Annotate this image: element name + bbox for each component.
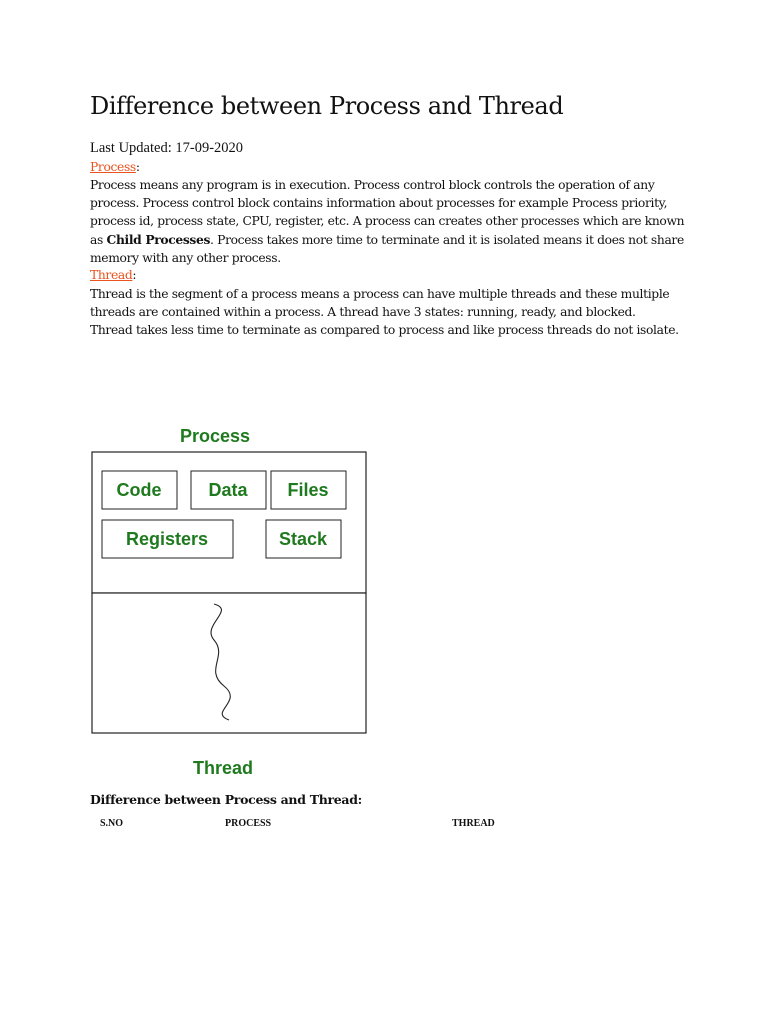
thread-heading-colon: : xyxy=(132,268,137,282)
process-text-part1: Process means any program is in execution. Process control block controls the operation of any process. Process control block contains information about processes for example Process priority, process id, process state, CPU, register, etc. A process can creates other processes which are known as xyxy=(90,178,685,247)
last-updated: Last Updated: 17-09-2020 xyxy=(90,140,244,156)
column-header-thread: THREAD xyxy=(452,818,495,829)
diagram-process-label: Process xyxy=(179,426,251,446)
process-heading-line xyxy=(90,158,690,176)
stack-label: Stack xyxy=(278,529,328,549)
diagram-svg xyxy=(86,420,376,780)
data-label: Data xyxy=(208,480,248,500)
comparison-title: Difference between Process and Thread: xyxy=(90,792,362,807)
thread-paragraphs xyxy=(90,285,690,340)
thread-heading-line xyxy=(90,266,690,284)
thread-area-box xyxy=(92,593,366,733)
code-label: Code xyxy=(116,480,162,500)
process-paragraph xyxy=(90,176,690,267)
page-title: Difference between Process and Thread xyxy=(90,92,564,120)
diagram-thread-label: Thread xyxy=(192,758,254,778)
registers-label: Registers xyxy=(125,529,209,549)
column-header-process: PROCESS xyxy=(225,818,272,829)
thread-heading-link[interactable]: Thread xyxy=(90,268,133,282)
child-processes-term: Child Processes xyxy=(106,231,211,247)
files-label: Files xyxy=(287,480,329,500)
thread-paragraph-2: Thread takes less time to terminate as compared to process and like process threads do not isolate. xyxy=(90,323,679,338)
process-heading-colon: : xyxy=(135,160,140,174)
process-text-part2: . Process takes more time to terminate and it is isolated means it does not share memory with any other process. xyxy=(90,232,684,265)
process-heading-link[interactable]: Process xyxy=(90,160,136,174)
column-header-sno: S.NO xyxy=(100,818,124,829)
thread-paragraph-1: Thread is the segment of a process means a process can have multiple threads and these multiple threads are contained within a process. A thread have 3 states: running, ready, and blocked. xyxy=(90,287,670,320)
process-thread-diagram xyxy=(86,420,376,780)
